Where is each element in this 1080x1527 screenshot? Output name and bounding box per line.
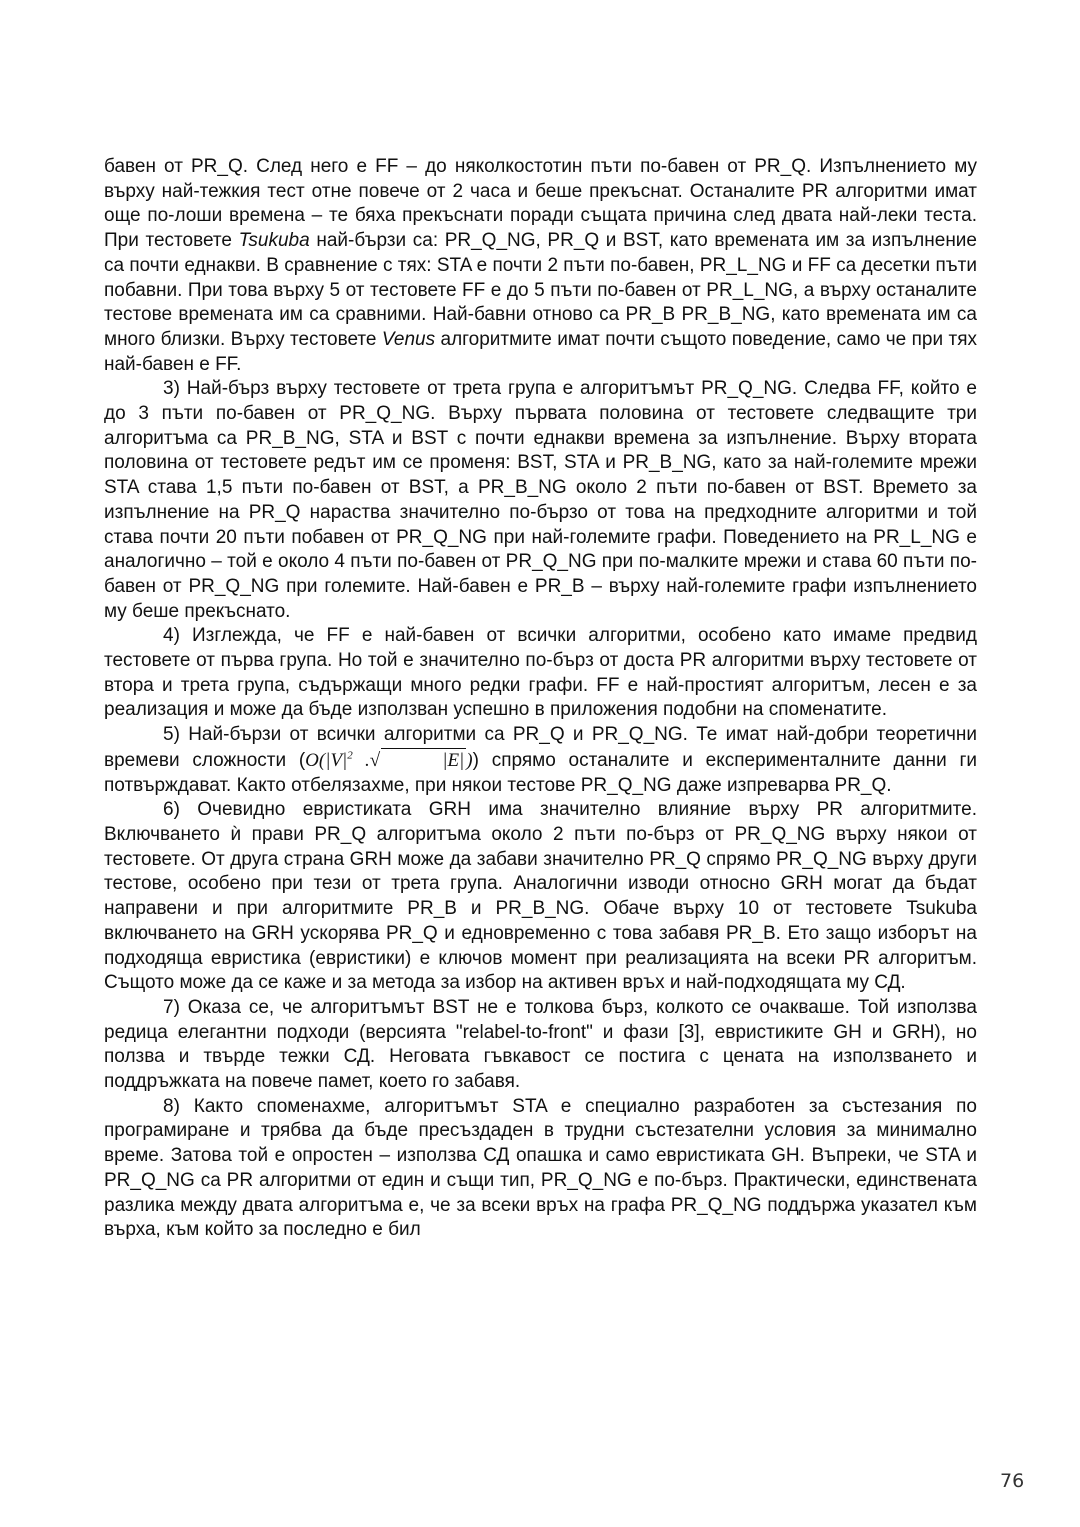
- text-run: ) спрямо останалите и експерименталните данни ги потвърждават. Както отбелязахме, при някои тестове PR_Q_NG даже изпреварва PR_Q.: [104, 749, 978, 796]
- formula-part: O(|V|: [305, 749, 348, 771]
- complexity-formula: [305, 750, 472, 771]
- text-run: 5) Най-бързи от всички алгоритми са PR_Q и PR_Q_NG. Те имат най-добри теоретични времеви сложности (: [104, 724, 977, 771]
- sqrt-icon: √: [369, 749, 381, 771]
- text-run: алгоритмите имат почти същото поведение, само че при тях най-бавен е FF.: [104, 328, 977, 375]
- formula-exponent: 2: [347, 749, 353, 762]
- formula-radicand: |E|: [381, 748, 466, 774]
- formula-part: .: [352, 749, 370, 771]
- paragraph-8: 8) Както споменахме, алгоритъмът STA е специално разработен за състезания по програмиране и трябва да бъде пресъздаден в трудни състезателни условия за минимално време. Затова той е опростен – използва СД опашка и само евристиката GH. Въпреки, че STA и PR_Q_NG са PR алгоритми от един и същи тип, PR_Q_NG е по-бърз. Практически, единствената разлика между двата алгоритъма е, че за всеки връх на графа PR_Q_NG поддържа указател към върха, към който за последно е бил: [104, 1095, 977, 1241]
- page-number: 76: [1000, 1470, 1025, 1492]
- paragraph-7: 7) Оказа се, че алгоритъмът BST не е толкова бърз, колкото се очакваше. Той използва редица елегантни подходи (версията "relabel-to-front" и фази [3], евристиките GH и GRH), но ползва и твърде тежки СД. Неговата гъвкавост се постига с цената на използването и поддръжката на повече памет, което го забавя.: [104, 996, 977, 1093]
- paragraph-4: 4) Изглежда, че FF е най-бавен от всички алгоритми, особено като имаме предвид тестовете от първа група. Но той е значително по-бърз от доста PR алгоритми върху тестовете от втора и трета група, съдържащи много редки графи. FF е най-простият алгоритъм, лесен е за реализация и може да бъде използван успешно в приложения подобни на споменатите.: [104, 625, 977, 721]
- paragraph-continued: [104, 155, 977, 377]
- paragraph-3: 3) Най-бърз върху тестовете от трета група е алгоритъмът PR_Q_NG. Следва FF, който е до 3 пъти по-бавен от PR_Q_NG. Върху първата половина от тестовете следващите три алгоритъма са PR_B_NG, STA и BST с почти еднакви времена за изпълнение. Върху втората половина от тестовете редът им се променя: BST, STA и PR_B_NG, като за най-големите мрежи STA става 1,5 пъти по-бавен от BST, а PR_B_NG около 2 пъти по-бавен от BST. Времето за изпълнение на PR_Q нараства значително по-бързо от това на предходните алгоритми и той става почти 20 пъти побавен от PR_Q_NG при най-големите графи. Поведението на PR_L_NG е аналогично – той е около 4 пъти по-бавен от PR_Q_NG при по-малките мрежи и става 60 пъти побавен от PR_Q_NG при големите. Най-бавен е PR_B – върху най-големите графи изпълнението му беше прекъснато.: [104, 378, 977, 622]
- page-body: [104, 155, 977, 1243]
- text-run: бавен от PR_Q. След него е FF – до няколкостотин пъти по-бавен от PR_Q. Изпълнението му върху най-тежкия тест отне повече от 2 часа и беше прекъснат. Останалите PR алгоритми имат още по-лоши времена – те бяха прекъснати поради същата причина след двата най-леки теста. При тестовете: [104, 156, 977, 252]
- italic-term-venus: Venus: [381, 328, 436, 350]
- paragraph-6: 6) Очевидно евристиката GRH има значително влияние върху PR алгоритмите. Включването ѝ прави PR_Q алгоритъма около 2 пъти по-бърз от PR_Q_NG върху някои от тестовете. От друга страна GRH може да забави значително PR_Q спрямо PR_Q_NG върху други тестове, особено при тези от трета група. Аналогични изводи относно GRH могат да бъдат направени и при алгоритмите PR_B и PR_B_NG. Обаче върху 10 от тестовете Tsukuba включването на GRH ускорява PR_Q и едновременно с това забавя PR_B. Ето защо изборът на подходяща евристика (евристики) е ключов момент при реализацията на всеки PR алгоритъм. Същото може да се каже и за метода за избор на активен връх и най-подходящата му СД.: [104, 799, 977, 994]
- formula-part: ): [466, 749, 473, 771]
- paragraph-5: [104, 723, 977, 798]
- italic-term-tsukuba: Tsukuba: [238, 230, 310, 252]
- text-run: най-бързи са: PR_Q_NG, PR_Q и BST, като времената им за изпълнение са почти еднакви. В сравнение с тях: STA е почти 2 пъти по-бавен, PR_L_NG и FF са десетки пъти побавни. При това върху 5 от тестовете FF е до 5 пъти по-бавен от PR_L_NG, а върху останалите тестове времената им са сравними. Най-бавни отново са PR_B PR_B_NG, като времената им са много близки. Върху тестовете: [104, 230, 977, 350]
